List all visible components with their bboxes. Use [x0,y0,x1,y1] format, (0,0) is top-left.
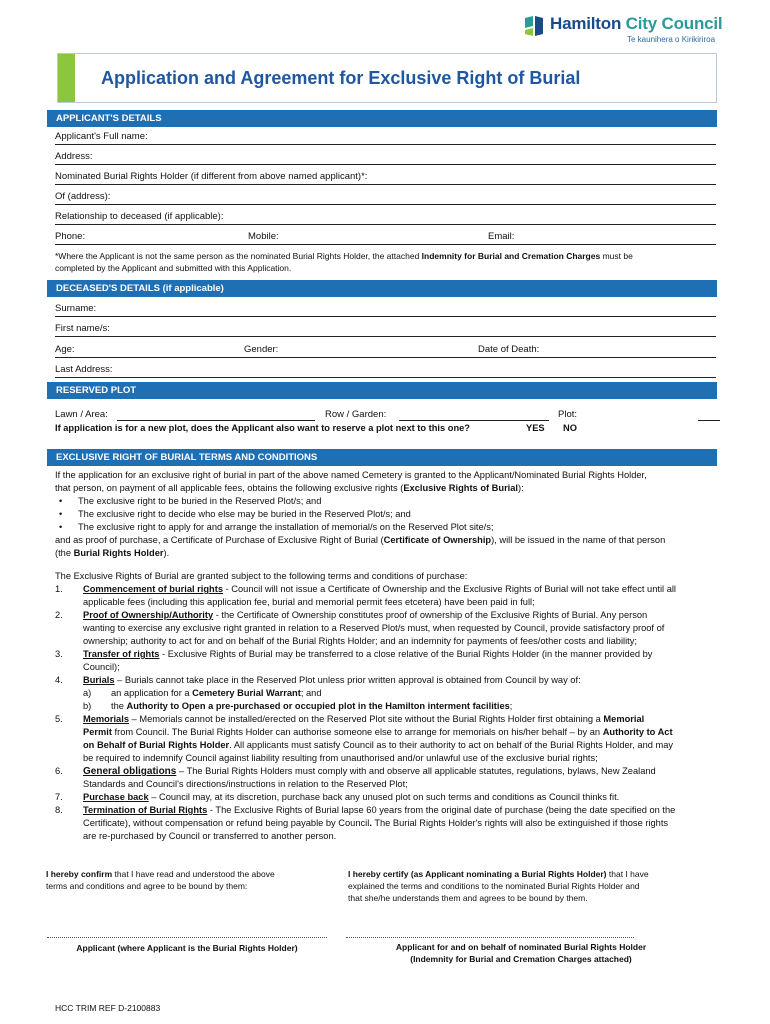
council-logo-icon [523,14,545,38]
field-label: Last Address: [55,364,113,375]
bullet-icon: • [59,509,63,519]
condition-6: 6. General obligations – The Burial Rights Holders must comply with and observe all applicable statutes, regulations, bylaws, New Zealand [55,766,656,777]
section-header-terms: EXCLUSIVE RIGHT OF BURIAL TERMS AND CONDITIONS [47,449,717,466]
age-label: Age: [55,344,75,355]
terms-bullet: • The exclusive right to decide who else may be buried in the Reserved Plot/s; and [59,509,411,519]
condition-1-cont: applicable fees (including this application fee, burial and memorial permit fees etcetera) have been paid in full; [83,597,535,607]
condition-7: 7. Purchase back – Council may, at its discretion, purchase back any unused plot on such terms and conditions as Council thinks fit. [55,792,620,802]
field-label: Nominated Burial Rights Holder (if different from above named applicant)*: [55,171,368,182]
condition-5-cont: on Behalf of Burial Rights Holder. All applicants must satisfy Council as to their authority to act on behalf of the Burial Rights Holder, and may [83,740,674,750]
mobile-label: Mobile: [248,231,279,242]
condition-8: 8. Termination of Burial Rights - The Exclusive Rights of Burial lapse 60 years from the original date of purchase (being the date specified on the [55,805,676,815]
field-label: Relationship to deceased (if applicable): [55,211,224,222]
footer-reference: HCC TRIM REF D-2100883 [55,1003,161,1013]
terms-bullet: • The exclusive right to be buried in the Reserved Plot/s; and [59,496,322,506]
section-header-reserved-plot: RESERVED PLOT [47,382,717,399]
condition-4b: b) the Authority to Open a pre-purchased or occupied plot in the Hamilton interment facilities; [83,701,513,711]
plot-line [698,420,720,421]
condition-3: 3. Transfer of rights - Exclusive Rights of Burial may be transferred to a close relative of the Burial Rights Holder (in the manner provided by [55,649,653,659]
field-label: Address: [55,151,93,162]
condition-5: 5. Memorials – Memorials cannot be installed/erected on the Reserved Plot site without the Burial Rights Holder first obtaining a Memorial [55,714,645,724]
condition-2-cont: ownership; authority to act for and on behalf of the Burial Rights Holder; and an indemnity for payments of fees/other costs and liability; [83,636,637,646]
signature-line-nominating[interactable] [346,937,634,938]
field-contact-row[interactable] [55,231,716,245]
terms-proof-line2: (the Burial Rights Holder). [55,548,170,558]
terms-subject-line: The Exclusive Rights of Burial are granted subject to the following terms and conditions of purchase: [55,571,468,581]
condition-4a: a) an application for a Cemetery Burial Warrant; and [83,688,322,698]
signature-certify-text: I hereby certify (as Applicant nominating a Burial Rights Holder) that I have explained the terms and conditions to the nominated Burial Rights Holder and that she/he understands them and agrees to be bound by them. [348,869,649,903]
condition-2: 2. Proof of Ownership/Authority - the Certificate of Ownership constitutes proof of ownership of the Exclusive Rights of Burial. Any person [55,610,648,620]
field-relationship[interactable] [55,211,716,225]
field-applicant-full-name[interactable] [55,131,716,145]
signature-caption-nominating: Applicant for and on behalf of nominated Burial Rights Holder (Indemnity for Burial and Cremation Charges attached) [395,942,647,964]
terms-proof-line1: and as proof of purchase, a Certificate of Purchase of Exclusive Right of Burial (Certificate of Ownership), will be issued in the name of that person [55,535,666,545]
field-first-names[interactable] [55,323,716,337]
council-name: Hamilton City Council [550,14,723,33]
title-banner [57,53,717,103]
title-accent-bar [58,54,75,102]
condition-8-cont: Certificate), without compensation or refund being payable by Council. The Burial Rights Holder's rights will also be extinguished if those rights [83,818,669,828]
council-subtitle: Te kaunihera o Kirikiriroa [627,35,716,44]
lawn-line [117,420,315,421]
condition-3-cont: Council); [83,662,120,672]
gender-label: Gender: [244,344,279,355]
row-label: Row / Garden: [325,409,387,420]
plot-label: Plot: [558,409,578,420]
signature-confirm-text: I hereby confirm that I have read and understood the above terms and conditions and agree to be bound by them: [46,869,275,891]
date-of-death-label: Date of Death: [478,344,540,355]
applicant-note: *Where the Applicant is not the same person as the nominated Burial Rights Holder, the attached Indemnity for Burial and Cremation Charges must be completed by the Applicant and submitted with this Application. [55,251,633,273]
condition-1: 1. Commencement of burial rights - Council will not issue a Certificate of Ownership and the Exclusive Rights of Burial will not take effect until all [55,584,677,594]
lawn-label: Lawn / Area: [55,409,108,420]
email-label: Email: [488,231,515,242]
reserve-yes-option[interactable]: YES [526,423,545,433]
terms-bullet: • The exclusive right to apply for and arrange the installation of memorial/s on the Reserved Plot site/s; [59,522,494,532]
phone-label: Phone: [55,231,86,242]
bullet-icon: • [59,496,63,506]
condition-5-cont: Permit from Council. The Burial Rights Holder can authorise someone else to arrange for memorials on his/her behalf – by an Authority to Act [83,727,673,737]
field-age-gender-death[interactable] [55,344,716,358]
reserve-no-option[interactable]: NO [563,423,577,433]
field-address[interactable] [55,151,716,165]
signature-line-applicant[interactable] [47,937,327,938]
field-label: Applicant's Full name: [55,131,148,142]
field-surname[interactable] [55,303,716,317]
field-label: Surname: [55,303,97,314]
field-label: First name/s: [55,323,110,334]
signature-caption-applicant: Applicant (where Applicant is the Burial Rights Holder) [76,943,298,953]
field-nominated-holder[interactable] [55,171,716,185]
terms-intro-line2: that person, on payment of all applicable fees, obtains the following exclusive rights (Exclusive Rights of Burial): [55,483,524,493]
council-logo [523,14,723,48]
terms-conditions-list [55,570,725,843]
bullet-icon: • [59,522,63,532]
condition-6-cont: Standards and Council's directions/instructions in relation to the Reserved Plot; [83,779,408,789]
condition-8-cont: are re-purchased by Council or transferred to another person. [83,831,337,841]
reserve-adjacent-question: If application is for a new plot, does the Applicant also want to reserve a plot next to this one? [55,423,470,433]
field-label: Of (address): [55,191,111,202]
page-title: Application and Agreement for Exclusive Right of Burial [101,68,581,88]
field-last-address[interactable] [55,364,716,378]
condition-5-cont: be required to indemnify Council against liability resulting from unauthorised and/or unlawful use of the exclusive burial rights; [83,753,598,763]
section-header-applicant: APPLICANT'S DETAILS [47,110,717,127]
terms-body [55,469,725,560]
field-plot-location[interactable] [55,409,716,422]
condition-2-cont: wanting to exercise any exclusive right granted in relation to a Reserved Plot/s must, when requested by Council, provide satisfactory proof of [83,623,665,633]
terms-intro-line1: If the application for an exclusive right of burial in part of the above named Cemetery is granted to the Applicant/Nominated Burial Rights Holder, [55,470,647,480]
row-line [399,420,549,421]
section-header-deceased: DECEASED'S DETAILS (if applicable) [47,280,717,297]
field-of-address[interactable] [55,191,716,205]
condition-4: 4. Burials – Burials cannot take place in the Reserved Plot unless prior written approval is obtained from Council by way of: [55,675,581,685]
